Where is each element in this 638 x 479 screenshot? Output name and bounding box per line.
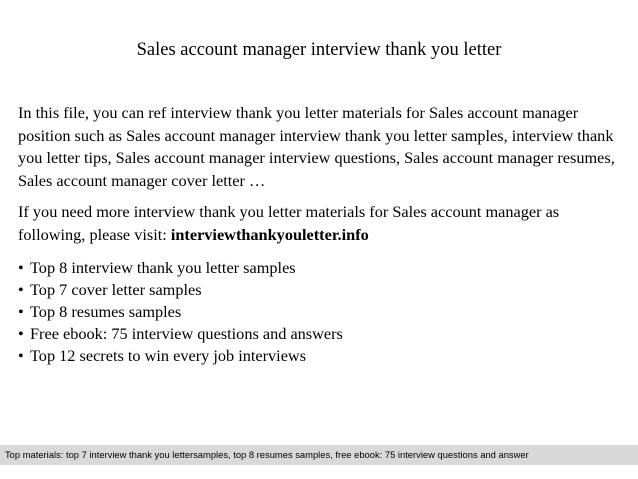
footer-bar: Top materials: top 7 interview thank you lettersamples, top 8 resumes samples, free ebook: 75 interview questions and answer [0,445,638,465]
page-title: Sales account manager interview thank you letter [136,40,502,60]
list-item [18,257,626,279]
bullet-icon: • [18,258,24,277]
list-item-text: Top 8 interview thank you letter samples [30,258,296,277]
visit-paragraph [18,201,626,246]
intro-paragraph: In this file, you can ref interview thank you letter materials for Sales account manager position such as Sales account manager interview thank you letter samples, interview thank you letter tips, Sales account manager interview questions, Sales account manager resumes, Sales account manager cover letter … [18,103,615,190]
visit-text: If you need more interview thank you letter materials for Sales account manager as following, please visit: [18,202,560,244]
list-item-text: Top 8 resumes samples [30,302,182,321]
list-item [18,345,626,367]
site-link[interactable]: interviewthankyouletter.info [170,224,369,244]
bullet-icon: • [18,302,24,321]
list-item [18,323,626,345]
list-item-text: Top 7 cover letter samples [30,280,202,299]
bullet-icon: • [18,324,24,343]
list-item-text: Free ebook: 75 interview questions and answers [30,324,343,343]
list-item [18,279,626,301]
list-item [18,301,626,323]
list-item-text: Top 12 secrets to win every job interviews [30,346,307,365]
materials-list [18,257,626,367]
bullet-icon: • [18,346,24,365]
bullet-icon: • [18,280,24,299]
document-body [18,102,626,367]
